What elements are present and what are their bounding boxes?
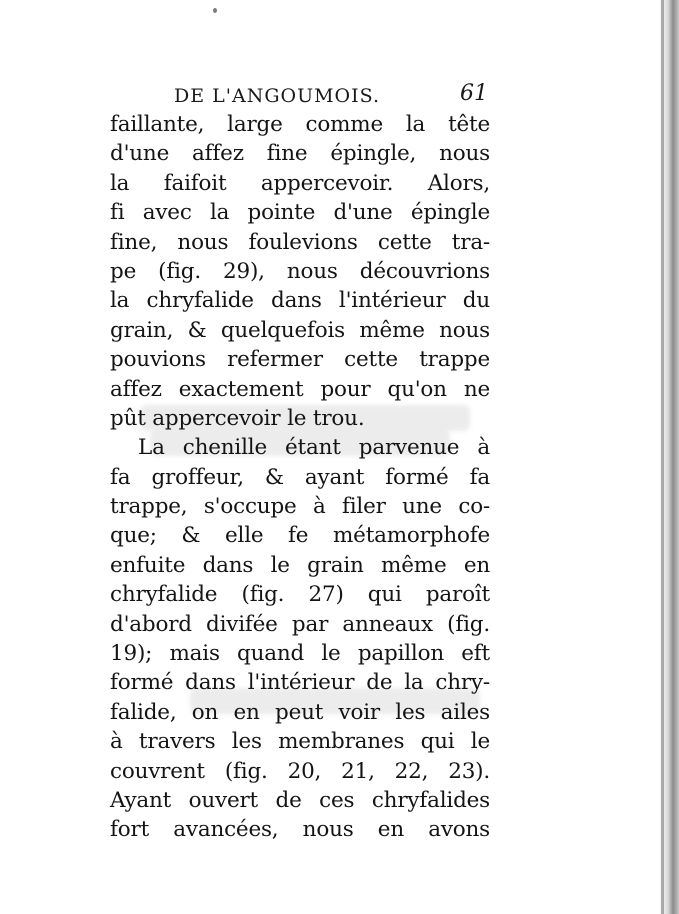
- ink-speck: [213, 8, 217, 13]
- text-line: d'abord divifée par anneaux (fig.: [110, 611, 490, 637]
- text-line: d'une affez fine épingle, nous: [110, 141, 490, 167]
- text-line: faillante, large comme la tête: [110, 112, 490, 137]
- text-line: grain, & quelquefois même nous: [110, 317, 490, 343]
- text-line: la chryfalide dans l'intérieur du: [110, 288, 490, 314]
- text-line: pe (fig. 29), nous découvrions: [110, 258, 490, 284]
- text-line: chryfalide (fig. 27) qui paroît: [110, 582, 490, 608]
- running-head: [110, 79, 490, 111]
- page-edge-shadow: [659, 0, 679, 914]
- text-line: fine, nous foulevions cette tra-: [110, 229, 490, 255]
- text-line: Ayant ouvert de ces chryfalides: [110, 787, 490, 813]
- text-line: pût appercevoir le trou.: [110, 405, 365, 431]
- running-title: DE L'ANGOUMOIS.: [174, 85, 381, 107]
- text-line: affez exactement pour qu'on ne: [110, 376, 490, 402]
- text-line: la faifoit appercevoir. Alors,: [110, 170, 490, 196]
- text-line: fort avancées, nous en avons: [110, 817, 490, 843]
- text-line: fa groffeur, & ayant formé fa: [110, 464, 490, 490]
- text-line: formé dans l'intérieur de la chry-: [110, 670, 490, 696]
- text-line: enfuite dans le grain même en: [110, 552, 490, 578]
- text-line: couvrent (fig. 20, 21, 22, 23).: [110, 758, 490, 784]
- text-line: que; & elle fe métamorphofe: [110, 523, 490, 549]
- body-text: [110, 110, 490, 845]
- text-line: trappe, s'occupe à filer une co-: [110, 494, 490, 520]
- page-number: 61: [460, 81, 488, 106]
- text-line: fi avec la pointe d'une épingle: [110, 200, 490, 226]
- text-line: falide, on en peut voir les ailes: [110, 699, 490, 725]
- text-line: pouvions refermer cette trappe: [110, 347, 490, 373]
- text-line: La chenille étant parvenue à: [138, 435, 490, 461]
- text-line: 19); mais quand le papillon eft: [110, 641, 490, 667]
- text-line: à travers les membranes qui le: [110, 729, 490, 755]
